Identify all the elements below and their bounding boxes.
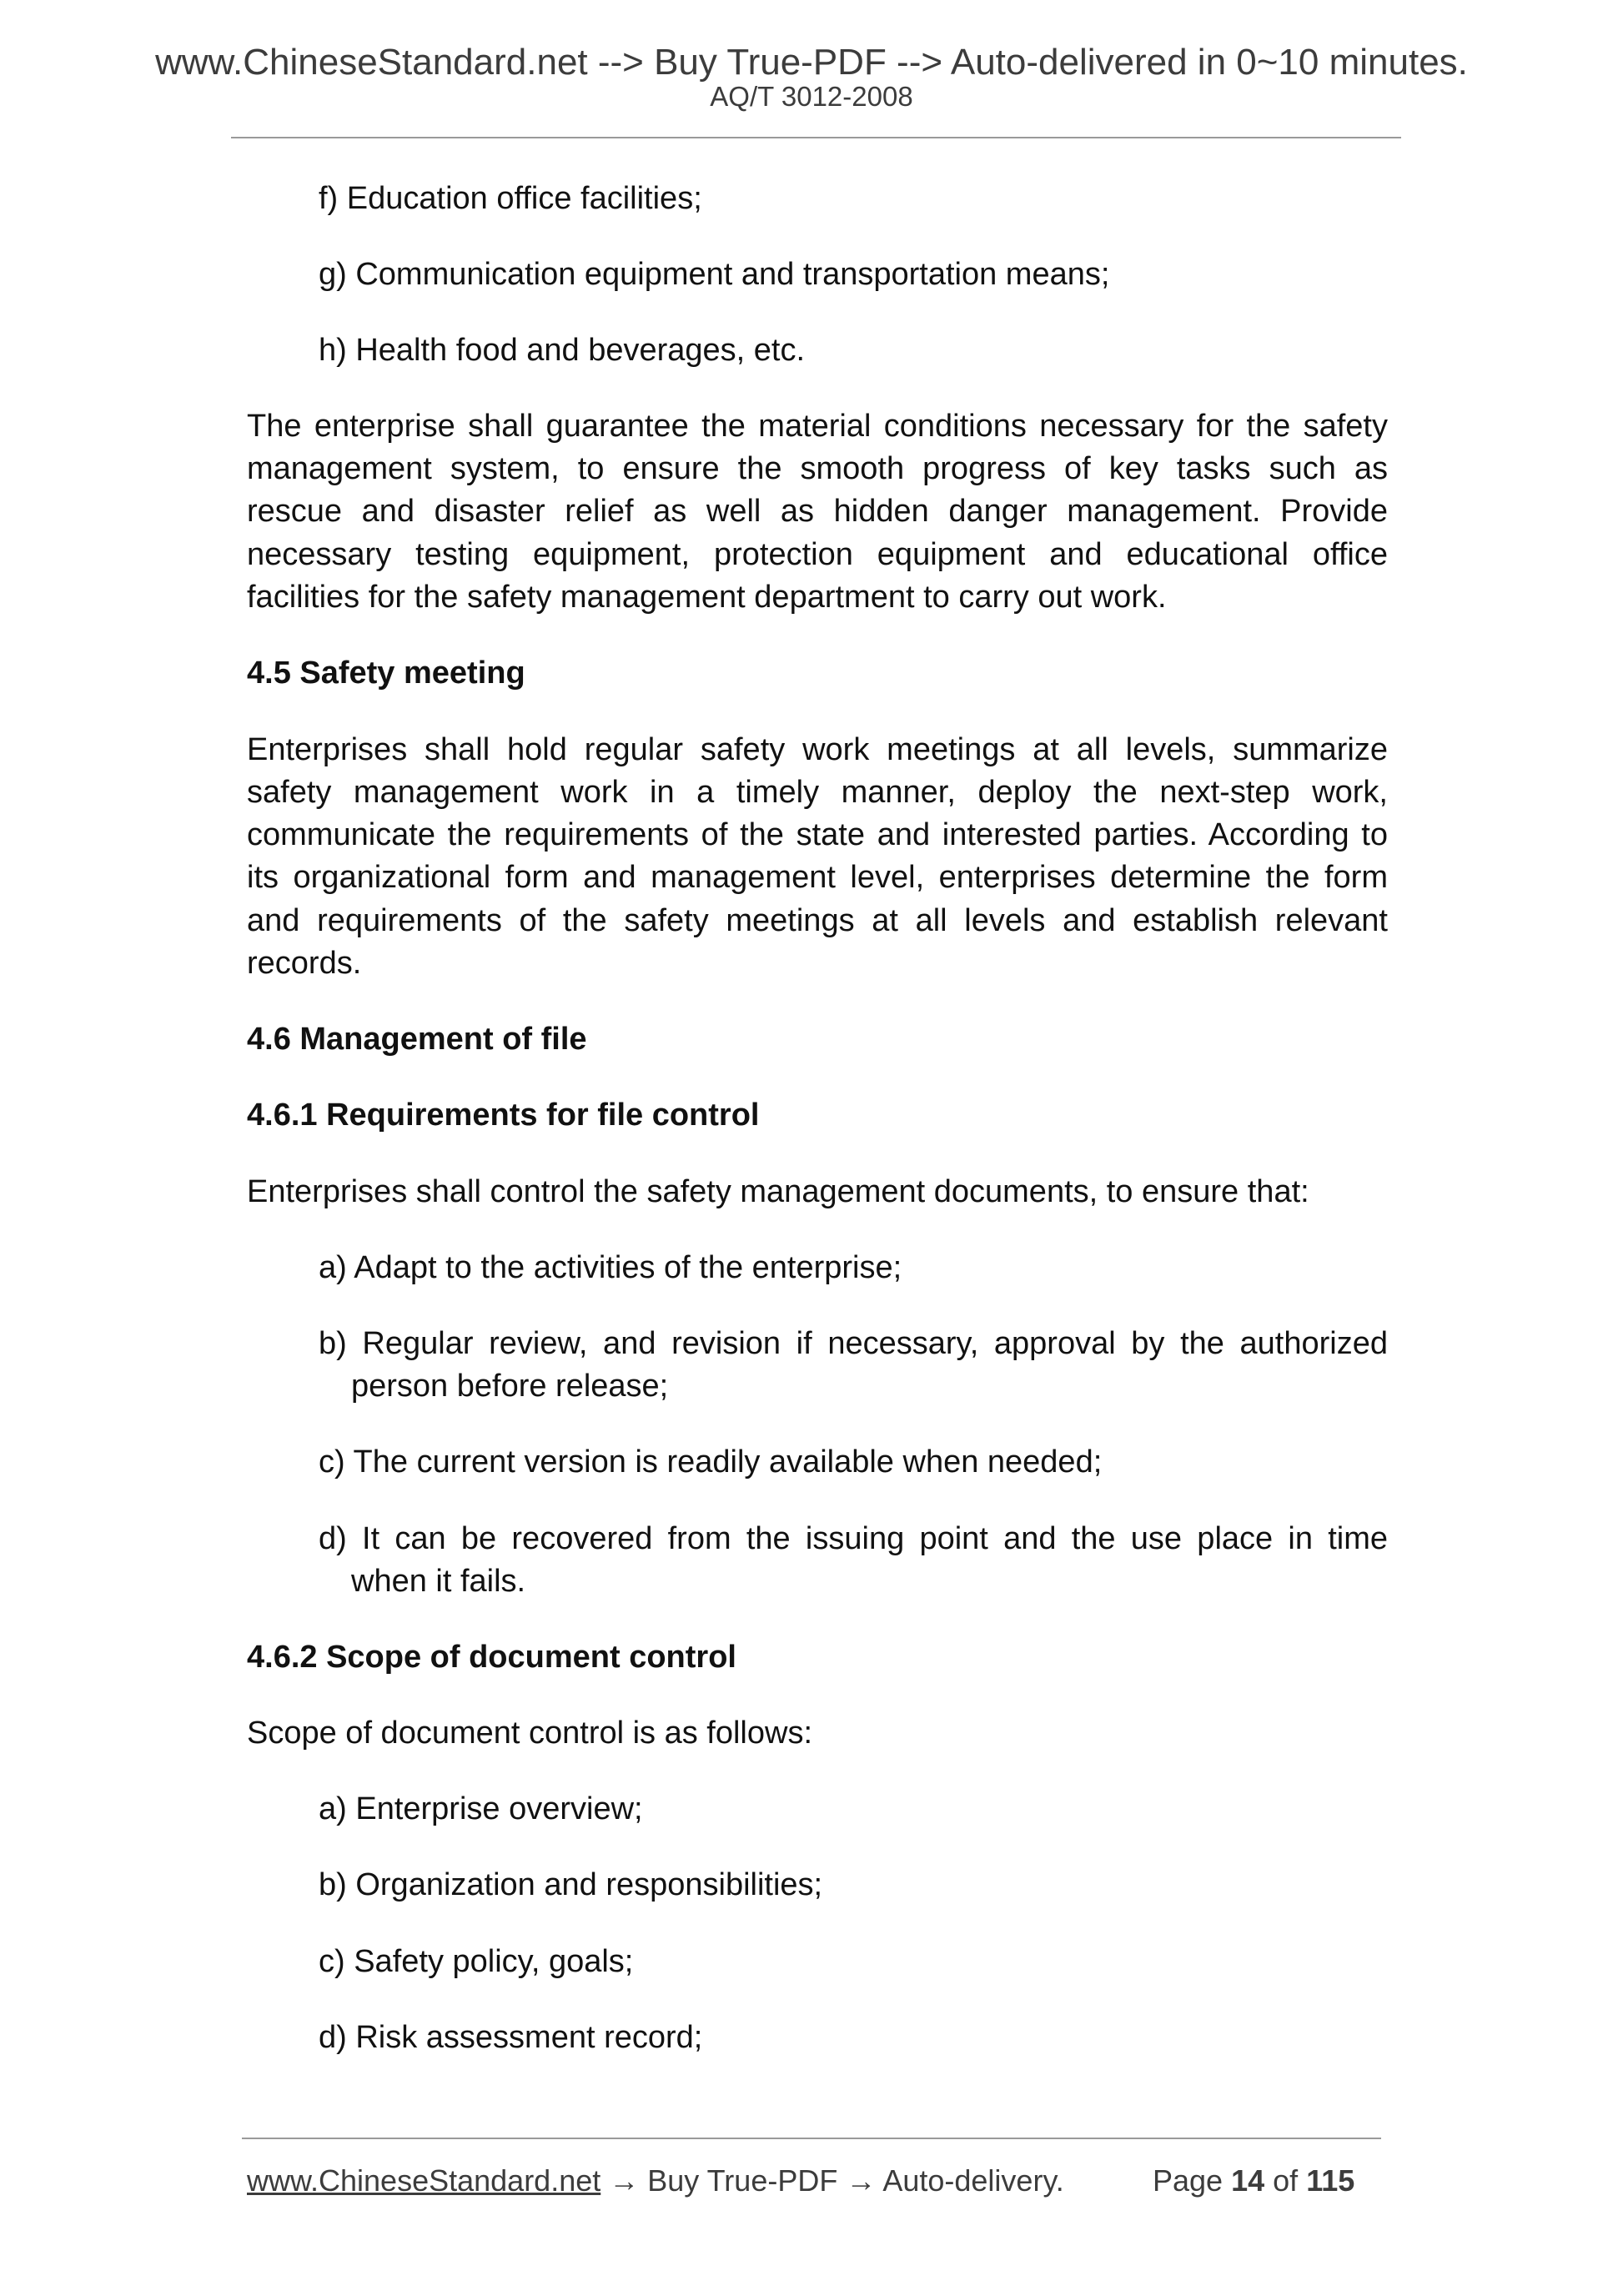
paragraph-line: safety management work in a timely manner, deploy the next-step work, xyxy=(247,775,1388,810)
page-current: 14 xyxy=(1231,2163,1265,2198)
list-item: h) Health food and beverages, etc. xyxy=(319,333,806,368)
footer-delivery-text: → Buy True-PDF → Auto-delivery. xyxy=(609,2163,1064,2198)
header-divider xyxy=(231,137,1401,138)
paragraph-line: The enterprise shall guarantee the material conditions necessary for the safety xyxy=(247,409,1388,444)
footer-divider xyxy=(242,2138,1381,2139)
paragraph-line: communicate the requirements of the state and interested parties. According to xyxy=(247,817,1388,852)
paragraph-line: its organizational form and management level, enterprises determine the form xyxy=(247,860,1388,895)
list-item-continuation: when it fails. xyxy=(351,1564,526,1599)
paragraph-line: and requirements of the safety meetings at all levels and establish relevant xyxy=(247,903,1388,938)
paragraph-line: facilities for the safety management department to carry out work. xyxy=(247,580,1167,615)
list-item: c) Safety policy, goals; xyxy=(319,1944,634,1979)
list-item-continuation: person before release; xyxy=(351,1369,669,1404)
list-item: d) It can be recovered from the issuing point and the use place in time xyxy=(319,1521,1388,1556)
list-item: c) The current version is readily available when needed; xyxy=(319,1444,1103,1480)
footer-left xyxy=(247,2163,1064,2198)
paragraph-line: Scope of document control is as follows: xyxy=(247,1716,813,1751)
list-item: a) Enterprise overview; xyxy=(319,1791,643,1826)
paragraph-line: Enterprises shall hold regular safety work meetings at all levels, summarize xyxy=(247,732,1388,767)
list-item: b) Organization and responsibilities; xyxy=(319,1867,823,1902)
section-heading: 4.5 Safety meeting xyxy=(247,656,525,691)
footer-link[interactable]: www.ChineseStandard.net xyxy=(247,2163,601,2198)
section-heading: 4.6 Management of file xyxy=(247,1022,587,1057)
page-indicator xyxy=(1153,2163,1355,2198)
page-total: 115 xyxy=(1306,2163,1355,2198)
subsection-heading: 4.6.2 Scope of document control xyxy=(247,1640,736,1675)
list-item: a) Adapt to the activities of the enterprise; xyxy=(319,1250,902,1285)
paragraph-line: necessary testing equipment, protection equipment and educational office xyxy=(247,537,1388,572)
list-item: d) Risk assessment record; xyxy=(319,2020,703,2055)
subsection-heading: 4.6.1 Requirements for file control xyxy=(247,1098,760,1133)
header-banner: www.ChineseStandard.net --> Buy True-PDF --> Auto-delivered in 0~10 minutes. xyxy=(155,42,1468,83)
paragraph-line: Enterprises shall control the safety management documents, to ensure that: xyxy=(247,1174,1309,1209)
paragraph-line: records. xyxy=(247,946,362,981)
paragraph-line: management system, to ensure the smooth progress of key tasks such as xyxy=(247,451,1388,486)
list-item: f) Education office facilities; xyxy=(319,181,702,216)
paragraph-line: rescue and disaster relief as well as hidden danger management. Provide xyxy=(247,494,1388,529)
list-item: b) Regular review, and revision if necessary, approval by the authorized xyxy=(319,1326,1388,1361)
standard-number: AQ/T 3012-2008 xyxy=(710,81,913,112)
list-item: g) Communication equipment and transportation means; xyxy=(319,257,1110,292)
page-of: of xyxy=(1273,2163,1299,2198)
page-label: Page xyxy=(1153,2163,1224,2198)
